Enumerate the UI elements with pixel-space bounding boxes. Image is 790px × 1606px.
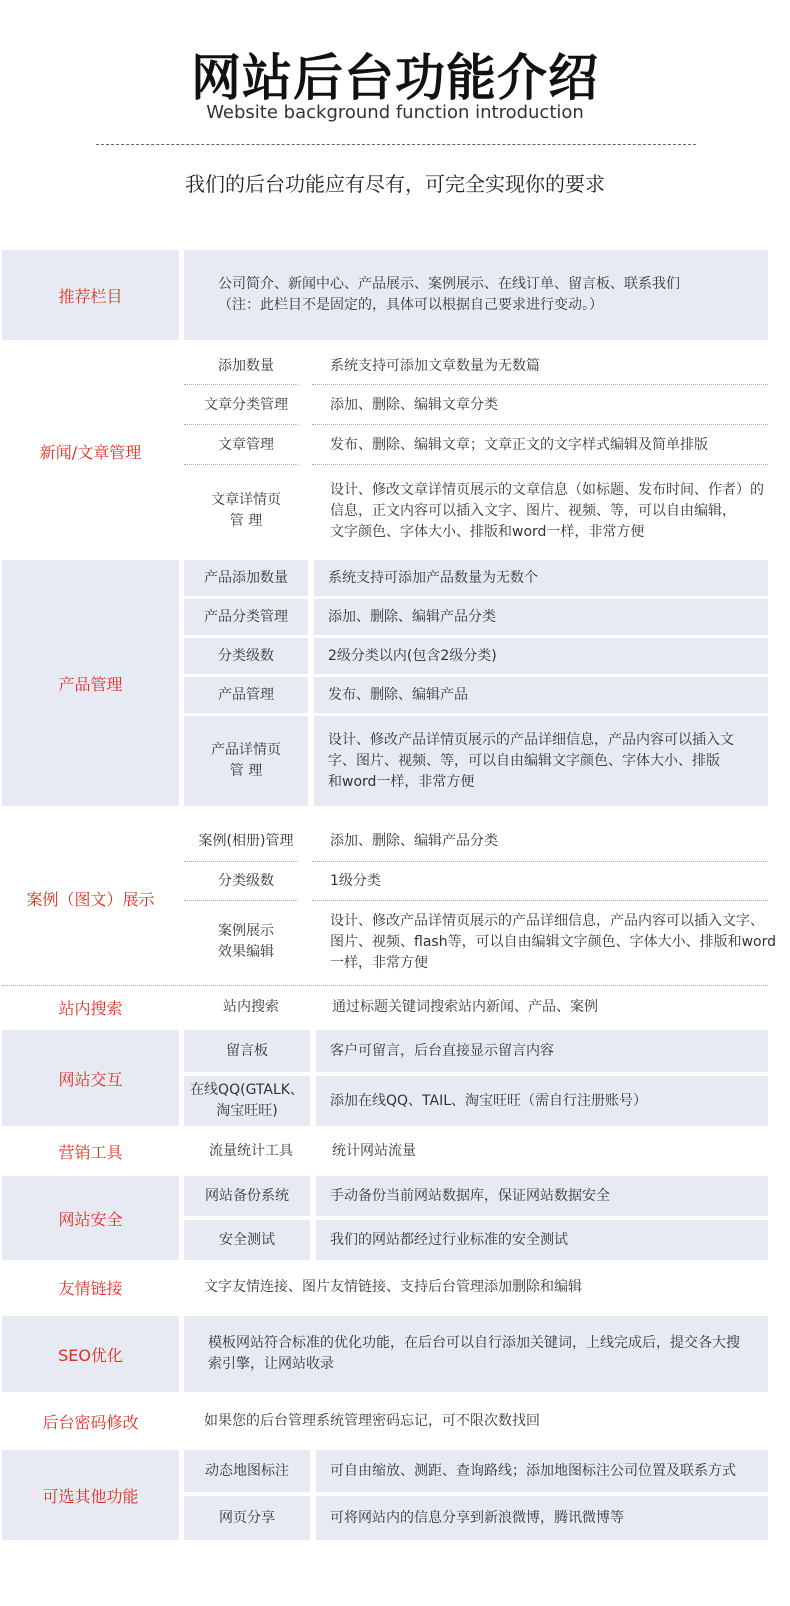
product-label-detail-2: 管 理 <box>229 763 263 779</box>
cases-label-effect-2: 效果编辑 <box>218 944 274 960</box>
header <box>0 0 790 240</box>
category-seo: SEO优化 <box>2 1316 179 1392</box>
cases-label-album: 案例(相册)管理 <box>198 832 294 849</box>
news-label-detail-2: 管 理 <box>229 513 263 529</box>
search-desc: 通过标题关键词搜索站内新闻、产品、案例 <box>332 998 598 1015</box>
news-desc-detail <box>316 466 786 556</box>
other-desc-map: 可自由缩放、测距、查询路线；添加地图标注公司位置及联系方式 <box>316 1450 768 1492</box>
category-password: 后台密码修改 <box>42 1412 139 1432</box>
news-desc-detail-1: 设计、修改文章详情页展示的文章信息（如标题、发布时间、作者）的 <box>330 481 764 498</box>
security-label-backup: 网站备份系统 <box>184 1176 310 1216</box>
links-desc: 文字友情连接、图片友情链接、支持后台管理添加删除和编辑 <box>204 1278 582 1295</box>
product-label-detail <box>184 716 308 806</box>
product-desc-manage: 发布、删除、编辑产品 <box>314 677 768 713</box>
category-recommend: 推荐栏目 <box>2 250 179 340</box>
row-divider <box>312 464 768 465</box>
recommend-line-2: （注：此栏目不是固定的，具体可以根据自己要求进行变动。） <box>218 297 603 313</box>
section-divider <box>2 985 768 986</box>
news-label-count: 添加数量 <box>218 357 274 374</box>
divider <box>96 144 696 145</box>
cases-desc-level: 1级分类 <box>330 872 381 889</box>
page-title: 网站后台功能介绍 <box>191 49 599 107</box>
cases-desc-effect-3: 一样，非常方便 <box>330 954 428 971</box>
cases-desc-album: 添加、删除、编辑产品分类 <box>330 832 498 849</box>
interact-desc-message: 客户可留言，后台直接显示留言内容 <box>316 1030 768 1072</box>
product-label-manage: 产品管理 <box>184 677 308 713</box>
row-divider <box>312 424 768 425</box>
category-interact: 网站交互 <box>2 1030 179 1126</box>
product-desc-detail-2: 字、图片、视频、等，可以自由编辑文字颜色、字体大小、排版 <box>328 752 720 769</box>
cases-desc-effect-2: 图片、视频、flash等，可以自由编辑文字颜色、字体大小、排版和word <box>330 933 776 950</box>
product-label-detail-1: 产品详情页 <box>211 742 281 758</box>
news-desc-manage: 发布、删除、编辑文章；文章正文的文字样式编辑及简单排版 <box>330 436 708 453</box>
interact-desc-qq: 添加在线QQ、TAIL、淘宝旺旺（需自行注册账号） <box>316 1076 768 1126</box>
news-label-detail <box>184 466 308 556</box>
interact-label-message: 留言板 <box>184 1030 310 1072</box>
interact-label-qq-2: 淘宝旺旺) <box>216 1103 278 1119</box>
seo-desc <box>184 1316 768 1392</box>
news-label-detail-1: 文章详情页 <box>211 492 281 508</box>
security-label-test: 安全测试 <box>184 1220 310 1260</box>
password-desc: 如果您的后台管理系统管理密码忘记，可不限次数找回 <box>204 1412 540 1429</box>
category-security: 网站安全 <box>2 1176 179 1260</box>
category-other: 可选其他功能 <box>2 1450 179 1540</box>
cases-label-level: 分类级数 <box>218 872 274 889</box>
product-desc-level: 2级分类以内(包含2级分类) <box>314 638 768 674</box>
category-product: 产品管理 <box>2 560 179 806</box>
news-desc-detail-3: 文字颜色、字体大小、排版和word一样，非常方便 <box>330 523 645 540</box>
row-divider <box>312 384 768 385</box>
recommend-line-1: 公司简介、新闻中心、产品展示、案例展示、在线订单、留言板、联系我们 <box>218 276 680 292</box>
category-news: 新闻/文章管理 <box>39 442 142 462</box>
news-label-category: 文章分类管理 <box>204 396 288 413</box>
product-desc-detail-1: 设计、修改产品详情页展示的产品详细信息，产品内容可以插入文 <box>328 731 734 748</box>
cases-desc-effect-1: 设计、修改产品详情页展示的产品详细信息，产品内容可以插入文字、 <box>330 912 764 929</box>
marketing-desc: 统计网站流量 <box>332 1142 416 1159</box>
row-divider <box>184 424 298 425</box>
product-label-category: 产品分类管理 <box>184 599 308 635</box>
news-desc-detail-2: 信息，正文内容可以插入文字、图片、视频、等，可以自由编辑， <box>330 502 736 519</box>
product-label-count: 产品添加数量 <box>184 560 308 596</box>
cases-desc-effect <box>316 902 786 982</box>
tagline: 我们的后台功能应有尽有，可完全实现你的要求 <box>185 172 605 196</box>
search-label: 站内搜索 <box>223 998 279 1015</box>
cases-label-effect <box>184 902 308 982</box>
news-desc-count: 系统支持可添加文章数量为无数篇 <box>330 357 540 374</box>
product-desc-detail-3: 和word一样，非常方便 <box>328 773 475 790</box>
news-label-manage: 文章管理 <box>218 436 274 453</box>
news-desc-category: 添加、删除、编辑文章分类 <box>330 396 498 413</box>
other-label-share: 网页分享 <box>184 1496 310 1540</box>
interact-label-qq <box>184 1076 310 1126</box>
row-divider <box>184 384 298 385</box>
recommend-content <box>184 250 768 340</box>
other-desc-share: 可将网站内的信息分享到新浪微博，腾讯微博等 <box>316 1496 768 1540</box>
row-divider <box>184 464 298 465</box>
product-desc-category: 添加、删除、编辑产品分类 <box>314 599 768 635</box>
cases-label-effect-1: 案例展示 <box>218 923 274 939</box>
category-marketing: 营销工具 <box>58 1142 123 1162</box>
other-label-map: 动态地图标注 <box>184 1450 310 1492</box>
interact-label-qq-1: 在线QQ(GTALK、 <box>190 1082 304 1098</box>
security-desc-backup: 手动备份当前网站数据库，保证网站数据安全 <box>316 1176 768 1216</box>
security-desc-test: 我们的网站都经过行业标准的安全测试 <box>316 1220 768 1260</box>
product-desc-count: 系统支持可添加产品数量为无数个 <box>314 560 768 596</box>
category-links: 友情链接 <box>58 1278 123 1298</box>
row-divider <box>184 900 298 901</box>
category-search: 站内搜索 <box>58 998 123 1018</box>
product-desc-detail <box>314 716 768 806</box>
product-label-level: 分类级数 <box>184 638 308 674</box>
seo-desc-1: 模板网站符合标准的优化功能，在后台可以自行添加关键词，上线完成后，提交各大搜 <box>208 1335 740 1351</box>
page-subtitle: Website background function introduction <box>206 102 584 123</box>
marketing-label: 流量统计工具 <box>209 1142 293 1159</box>
row-divider <box>312 900 768 901</box>
category-cases: 案例（图文）展示 <box>26 889 155 909</box>
seo-desc-2: 索引擎，让网站收录 <box>208 1356 334 1372</box>
